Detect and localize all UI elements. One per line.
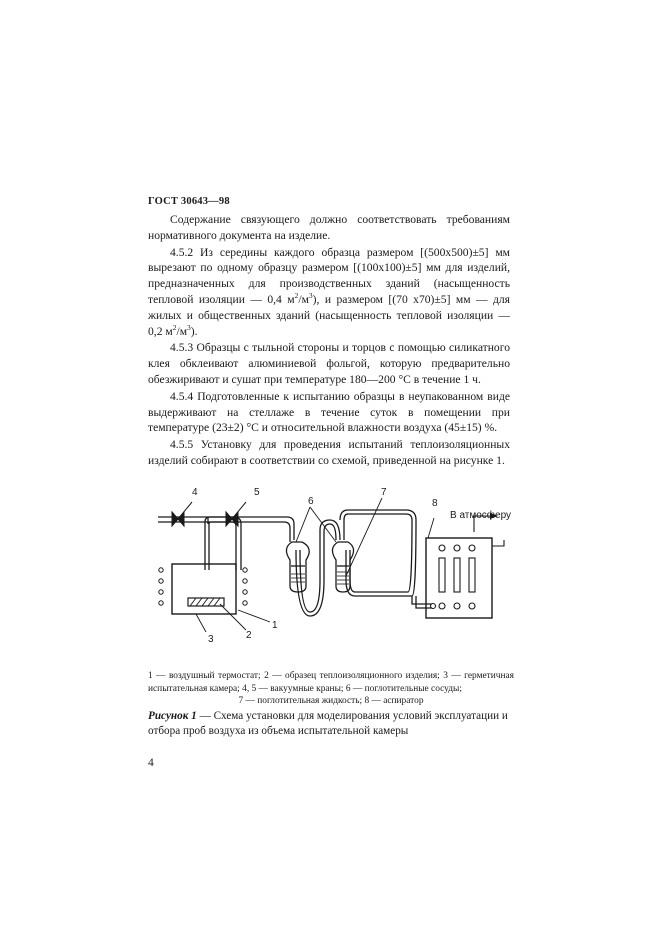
- label-4: 4: [192, 487, 198, 498]
- paragraph-4-5-4: 4.5.4 Подготовленные к испытанию образцы в неупакованном виде выдерживают на стеллаже в течение суток в помещении при температуре (23±2) °С и относительной влажности воздуха (45±15) %.: [148, 389, 510, 435]
- test-setup-diagram: [150, 480, 520, 650]
- figure-legend: 1 — воздушный термостат; 2 — образец теплоизоляционного изделия; 3 — герметичная испытательная камера; 4, 5 — вакуумные краны; 6 — поглотительные сосуды; 7 — поглотительная жидкость; 8 — аспиратор: [148, 671, 514, 707]
- figure-caption: Рисунок 1 — Схема установки для моделирования условий эксплуатации и отбора проб воздуха из объема испытательной камеры: [148, 710, 508, 737]
- inlet-pipe: [158, 517, 241, 570]
- label-8: 8: [432, 498, 438, 509]
- document-code: ГОСТ 30643—98: [148, 196, 230, 207]
- label-1: 1: [272, 620, 278, 631]
- page-number: 4: [148, 757, 154, 769]
- body-text: [148, 212, 510, 469]
- caption-label: Рисунок 1: [148, 710, 197, 722]
- label-7: 7: [381, 487, 387, 498]
- paragraph-4-5-3: 4.5.3 Образцы с тыльной стороны и торцов с помощью силикатного клея обклеивают алюминиевой фольгой, которую предварительно обезжиривают и сушат при температуре 180—200 °С в течение 1 ч.: [148, 341, 510, 386]
- paragraph-4-5-5: 4.5.5 Установку для проведения испытаний теплоизоляционных изделий собирают в соответствии со схемой, приведенной на рисунке 1.: [148, 438, 510, 467]
- label-5: 5: [254, 487, 260, 498]
- atmosphere-label: В атмосферу: [450, 510, 512, 521]
- label-3: 3: [208, 634, 214, 645]
- paragraph-4-5-2: 4.5.2 Из середины каждого образца размером [(500x500)±5] мм вырезают по одному образцу размером [(100x100)±5] мм для изделий, предназначенных для производственных зданий (насыщенность тепловой изоляции — 0,4 $м^2/м^3$), и размером [(70 x70)±5] мм — для жилых и общественных зданий (насыщенность тепловой изоляции — 0,2 $м^2/м^3$).: [148, 245, 510, 338]
- label-6: 6: [308, 496, 314, 507]
- paragraph-binder: Содержание связующего должно соответствовать требованиям нормативного документа на изделие.: [148, 213, 510, 242]
- label-2: 2: [246, 630, 252, 641]
